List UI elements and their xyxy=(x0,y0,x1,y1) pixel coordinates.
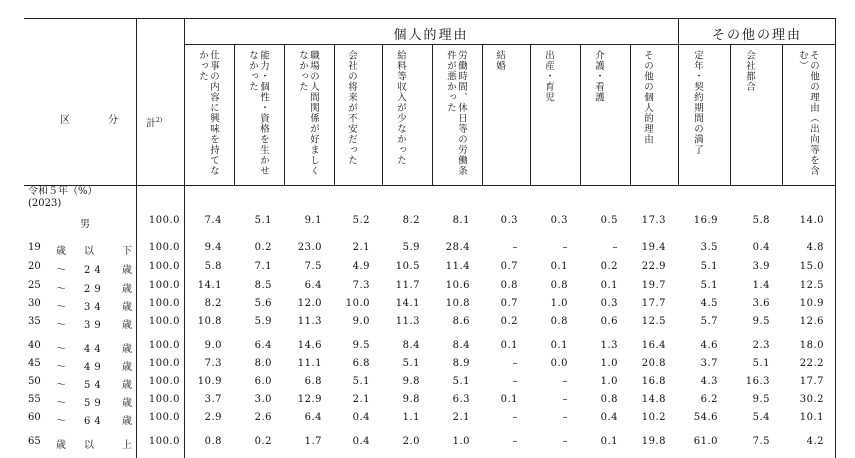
table-cell: 5.4 xyxy=(752,412,770,423)
table-cell: 0.7 xyxy=(500,298,518,309)
table-cell: 6.4 xyxy=(304,280,322,291)
cell-total: 100.0 xyxy=(148,215,180,226)
column-header: 結婚 xyxy=(494,50,505,71)
table-cell: 0.5 xyxy=(600,215,618,226)
table-cell: 5.1 xyxy=(402,358,420,369)
table-cell: 2.1 xyxy=(352,394,370,405)
table-cell: 9.0 xyxy=(352,316,370,327)
table-cell: 0.2 xyxy=(500,316,518,327)
table-cell: 5.1 xyxy=(700,280,718,291)
table-cell: 5.6 xyxy=(254,298,272,309)
table-cell: 9.8 xyxy=(402,376,420,387)
rule-total-col xyxy=(184,18,185,458)
row-label-age-mid: ～ 29 xyxy=(56,284,105,295)
table-cell: – xyxy=(562,412,568,423)
table-cell: 0.4 xyxy=(600,412,618,423)
row-label-age-from: 40 xyxy=(28,340,41,351)
table-cell: 4.6 xyxy=(700,340,718,351)
table-cell: 2.0 xyxy=(402,436,420,447)
row-label-age-from: 35 xyxy=(28,316,41,327)
total-header-note: 2) xyxy=(156,117,163,124)
cell-total: 100.0 xyxy=(148,394,180,405)
column-header: 職場の人間関係が好ましくなかった xyxy=(297,50,319,176)
row-label-age-from: 30 xyxy=(28,298,41,309)
rule-header-bottom xyxy=(24,185,836,186)
table-cell: 10.0 xyxy=(345,298,370,309)
rule-col xyxy=(530,44,531,185)
table-cell: 0.3 xyxy=(550,215,568,226)
table-cell: 4.5 xyxy=(700,298,718,309)
row-label-age-unit: 歳 xyxy=(122,398,132,409)
column-header: 出産・育児 xyxy=(543,50,554,103)
row-label-age-from: 45 xyxy=(28,358,41,369)
table-cell: 14.8 xyxy=(641,394,666,405)
table-cell: 9.8 xyxy=(402,394,420,405)
row-label-age-from: 65 xyxy=(28,436,41,447)
table-cell: 14.6 xyxy=(297,340,322,351)
table-cell: 5.1 xyxy=(452,376,470,387)
table-cell: 12.6 xyxy=(799,316,824,327)
table-cell: 19.8 xyxy=(641,436,666,447)
row-label-age-unit: 歳 xyxy=(122,380,132,391)
table-cell: – xyxy=(562,394,568,405)
table-cell: 6.8 xyxy=(352,358,370,369)
table-cell: – xyxy=(512,358,518,369)
row-label-age-unit: 歳 xyxy=(122,416,132,427)
table-cell: 4.9 xyxy=(352,261,370,272)
column-header: 介護・看護 xyxy=(593,50,604,103)
cell-total: 100.0 xyxy=(148,298,180,309)
row-label-age-from: 55 xyxy=(28,394,41,405)
row-label-age-unit: 歳 xyxy=(122,344,132,355)
table-cell: 0.4 xyxy=(752,242,770,253)
table-cell: 10.9 xyxy=(197,376,222,387)
table-cell: – xyxy=(562,242,568,253)
cell-total: 100.0 xyxy=(148,280,180,291)
table-cell: 17.7 xyxy=(641,298,666,309)
rule-group xyxy=(184,44,836,45)
table-cell: 6.4 xyxy=(254,340,272,351)
table-cell: 10.9 xyxy=(799,298,824,309)
row-label-age-unit: 歳 xyxy=(122,320,132,331)
table-cell: 10.8 xyxy=(197,316,222,327)
table-cell: 8.2 xyxy=(402,215,420,226)
table-cell: 16.4 xyxy=(641,340,666,351)
table-cell: 22.2 xyxy=(799,358,824,369)
table-cell: 7.4 xyxy=(204,215,222,226)
table-cell: 22.9 xyxy=(641,261,666,272)
rule-col xyxy=(482,44,483,185)
table-cell: 7.5 xyxy=(304,261,322,272)
rule-col xyxy=(730,44,731,185)
cell-total: 100.0 xyxy=(148,340,180,351)
row-label-age-mid: ～ 39 xyxy=(56,320,105,331)
table-cell: 23.0 xyxy=(297,242,322,253)
row-label-age-mid: ～ 64 xyxy=(56,416,105,427)
row-label-age-from: 19 xyxy=(28,242,41,253)
table-cell: 8.0 xyxy=(254,358,272,369)
group-header-personal: 個人的理由 xyxy=(393,28,469,43)
table-cell: 8.6 xyxy=(452,316,470,327)
table-cell: 2.6 xyxy=(254,412,272,423)
table-cell: 0.8 xyxy=(204,436,222,447)
table-cell: 8.4 xyxy=(452,340,470,351)
table-cell: 6.2 xyxy=(700,394,718,405)
table-cell: 19.4 xyxy=(641,242,666,253)
table-cell: 2.9 xyxy=(204,412,222,423)
row-label-header: 区 分 xyxy=(60,115,124,126)
table-cell: 0.0 xyxy=(550,358,568,369)
rule-col xyxy=(334,44,335,185)
table-cell: 0.2 xyxy=(254,436,272,447)
table-cell: 8.4 xyxy=(402,340,420,351)
table-cell: 1.0 xyxy=(550,298,568,309)
column-header: その他の理由（出向等を含む） xyxy=(797,50,819,176)
table-cell: 10.6 xyxy=(445,280,470,291)
table-cell: 3.7 xyxy=(204,394,222,405)
table-cell: – xyxy=(562,376,568,387)
column-header: 会社の将来が不安だった xyxy=(346,50,357,166)
table-cell: 61.0 xyxy=(693,436,718,447)
column-header: 能力・個性・資格を生かせなかった xyxy=(247,50,269,176)
table-cell: 11.3 xyxy=(297,316,322,327)
table-cell: 6.0 xyxy=(254,376,272,387)
table-cell: 1.7 xyxy=(304,436,322,447)
table-cell: 12.5 xyxy=(641,316,666,327)
table-cell: 5.7 xyxy=(700,316,718,327)
table-cell: 0.1 xyxy=(600,436,618,447)
table-cell: 30.2 xyxy=(799,394,824,405)
rule-group-split xyxy=(678,18,679,185)
row-label-age-from: 50 xyxy=(28,376,41,387)
table-cell: 0.3 xyxy=(600,298,618,309)
table-cell: 9.4 xyxy=(204,242,222,253)
table-cell: 10.8 xyxy=(445,298,470,309)
table-cell: 12.0 xyxy=(297,298,322,309)
table-cell: – xyxy=(512,376,518,387)
table-cell: 14.0 xyxy=(799,215,824,226)
table-cell: 9.5 xyxy=(752,316,770,327)
table-cell: – xyxy=(612,242,618,253)
cell-total: 100.0 xyxy=(148,261,180,272)
table-cell: 0.1 xyxy=(500,394,518,405)
table-cell: 5.1 xyxy=(254,215,272,226)
table-cell: 7.3 xyxy=(352,280,370,291)
table-cell: 20.8 xyxy=(641,358,666,369)
row-label-age-unit: 歳 xyxy=(122,265,132,276)
table-cell: 12.5 xyxy=(799,280,824,291)
row-label-sex: 男 xyxy=(80,219,90,230)
rule-col xyxy=(630,44,631,185)
table-cell: 0.7 xyxy=(500,261,518,272)
cell-total: 100.0 xyxy=(148,316,180,327)
table-cell: 0.8 xyxy=(550,316,568,327)
row-label-age-from: 20 xyxy=(28,261,41,272)
table-cell: 10.1 xyxy=(799,412,824,423)
rule-top xyxy=(24,18,836,19)
total-header-label: 計 xyxy=(146,118,156,130)
cell-total: 100.0 xyxy=(148,376,180,387)
table-cell: 14.1 xyxy=(197,280,222,291)
table-cell: 11.4 xyxy=(445,261,470,272)
table-cell: 17.7 xyxy=(799,376,824,387)
table-cell: 16.3 xyxy=(745,376,770,387)
cell-total: 100.0 xyxy=(148,436,180,447)
rule-col xyxy=(782,44,783,185)
table-cell: 5.8 xyxy=(752,215,770,226)
table-cell: 19.7 xyxy=(641,280,666,291)
row-label-age-unit: 歳 xyxy=(122,362,132,373)
table-cell: 0.4 xyxy=(352,412,370,423)
table-cell: 8.1 xyxy=(452,215,470,226)
table-cell: 7.1 xyxy=(254,261,272,272)
row-label-age-mid: ～ 54 xyxy=(56,380,105,391)
table-cell: 5.9 xyxy=(254,316,272,327)
row-label-age-mid: ～ 49 xyxy=(56,362,105,373)
section-label: 令和５年（%） xyxy=(28,186,98,197)
table-cell: 7.3 xyxy=(204,358,222,369)
table-cell: 0.4 xyxy=(352,436,370,447)
column-header: その他の個人的理由 xyxy=(642,50,653,145)
table-cell: 5.8 xyxy=(204,261,222,272)
table-cell: – xyxy=(512,436,518,447)
table-cell: 5.1 xyxy=(700,261,718,272)
row-label-age-unit: 歳 xyxy=(122,284,132,295)
table-cell: 1.3 xyxy=(600,340,618,351)
table-cell: 11.1 xyxy=(297,358,322,369)
table-cell: 8.9 xyxy=(452,358,470,369)
row-label-age-mid: ～ 44 xyxy=(56,344,105,355)
table-cell: 7.5 xyxy=(752,436,770,447)
table-cell: 17.3 xyxy=(641,215,666,226)
table-cell: – xyxy=(512,412,518,423)
table-cell: 18.0 xyxy=(799,340,824,351)
table-cell: 0.1 xyxy=(600,280,618,291)
rule-right xyxy=(835,18,836,458)
table-cell: 10.2 xyxy=(641,412,666,423)
section-year: (2023) xyxy=(28,198,62,209)
table-cell: 0.1 xyxy=(550,261,568,272)
table-cell: 10.5 xyxy=(395,261,420,272)
column-header: 労働時間、休日等の労働条件が悪かった xyxy=(445,50,467,176)
table-cell: 0.8 xyxy=(600,394,618,405)
table-cell: 1.4 xyxy=(752,280,770,291)
table-cell: 9.0 xyxy=(204,340,222,351)
row-label-age-unit: 下 xyxy=(122,246,132,257)
rule-col xyxy=(580,44,581,185)
rule-col xyxy=(234,44,235,185)
row-label-age-mid: 歳 以 xyxy=(56,246,98,257)
row-label-age-mid: 歳 以 xyxy=(56,440,98,451)
column-header: 仕事の内容に興味を持てなかった xyxy=(197,50,219,176)
rule-col xyxy=(284,44,285,185)
table-cell: 3.9 xyxy=(752,261,770,272)
table-cell: 4.2 xyxy=(806,436,824,447)
column-header: 定年・契約期間の満了 xyxy=(692,50,703,155)
cell-total: 100.0 xyxy=(148,412,180,423)
table-cell: 2.1 xyxy=(352,242,370,253)
row-label-age-unit: 歳 xyxy=(122,302,132,313)
table-cell: 4.3 xyxy=(700,376,718,387)
table-cell: 2.1 xyxy=(452,412,470,423)
table-cell: 4.8 xyxy=(806,242,824,253)
row-label-age-from: 60 xyxy=(28,412,41,423)
table-cell: 11.3 xyxy=(395,316,420,327)
table-cell: 0.2 xyxy=(254,242,272,253)
table-cell: 9.1 xyxy=(304,215,322,226)
group-header-other: その他の理由 xyxy=(711,28,802,43)
table-cell: 15.0 xyxy=(799,261,824,272)
table-cell: 1.0 xyxy=(452,436,470,447)
table-cell: 3.6 xyxy=(752,298,770,309)
table-cell: – xyxy=(562,436,568,447)
table-cell: 1.1 xyxy=(402,412,420,423)
table-cell: 0.8 xyxy=(550,280,568,291)
table-cell: 54.6 xyxy=(693,412,718,423)
table-cell: 6.4 xyxy=(304,412,322,423)
row-label-age-from: 25 xyxy=(28,280,41,291)
table-cell: 16.9 xyxy=(693,215,718,226)
rule-col xyxy=(432,44,433,185)
table-cell: 6.8 xyxy=(304,376,322,387)
row-label-age-mid: ～ 59 xyxy=(56,398,105,409)
table-cell: 1.0 xyxy=(600,358,618,369)
table-cell: 8.5 xyxy=(254,280,272,291)
table-cell: 1.0 xyxy=(600,376,618,387)
table-cell: 9.5 xyxy=(352,340,370,351)
table-cell: 16.8 xyxy=(641,376,666,387)
row-label-age-unit: 上 xyxy=(122,440,132,451)
table-cell: 28.4 xyxy=(445,242,470,253)
cell-total: 100.0 xyxy=(148,242,180,253)
table-cell: 3.0 xyxy=(254,394,272,405)
column-header: 給料等収入が少なかった xyxy=(395,50,406,166)
table-cell: 5.1 xyxy=(352,376,370,387)
row-label-age-mid: ～ 24 xyxy=(56,265,105,276)
table-cell: 5.1 xyxy=(752,358,770,369)
total-header xyxy=(146,115,162,130)
rule-label-col xyxy=(136,18,137,458)
table-cell: 0.1 xyxy=(550,340,568,351)
row-label-age-mid: ～ 34 xyxy=(56,302,105,313)
table-cell: 0.8 xyxy=(500,280,518,291)
table-cell: 3.7 xyxy=(700,358,718,369)
table-cell: 11.7 xyxy=(395,280,420,291)
turnover-reasons-table xyxy=(24,18,836,458)
table-cell: 6.3 xyxy=(452,394,470,405)
table-cell: 14.1 xyxy=(395,298,420,309)
table-cell: 0.6 xyxy=(600,316,618,327)
table-cell: 3.5 xyxy=(700,242,718,253)
table-cell: 5.2 xyxy=(352,215,370,226)
table-cell: 0.2 xyxy=(600,261,618,272)
table-cell: 8.2 xyxy=(204,298,222,309)
table-cell: 0.3 xyxy=(500,215,518,226)
table-cell: 0.1 xyxy=(500,340,518,351)
table-cell: – xyxy=(512,242,518,253)
cell-total: 100.0 xyxy=(148,358,180,369)
table-cell: 12.9 xyxy=(297,394,322,405)
column-header: 会社都合 xyxy=(744,50,755,92)
table-cell: 5.9 xyxy=(402,242,420,253)
table-cell: 9.5 xyxy=(752,394,770,405)
rule-col xyxy=(382,44,383,185)
table-cell: 2.3 xyxy=(752,340,770,351)
